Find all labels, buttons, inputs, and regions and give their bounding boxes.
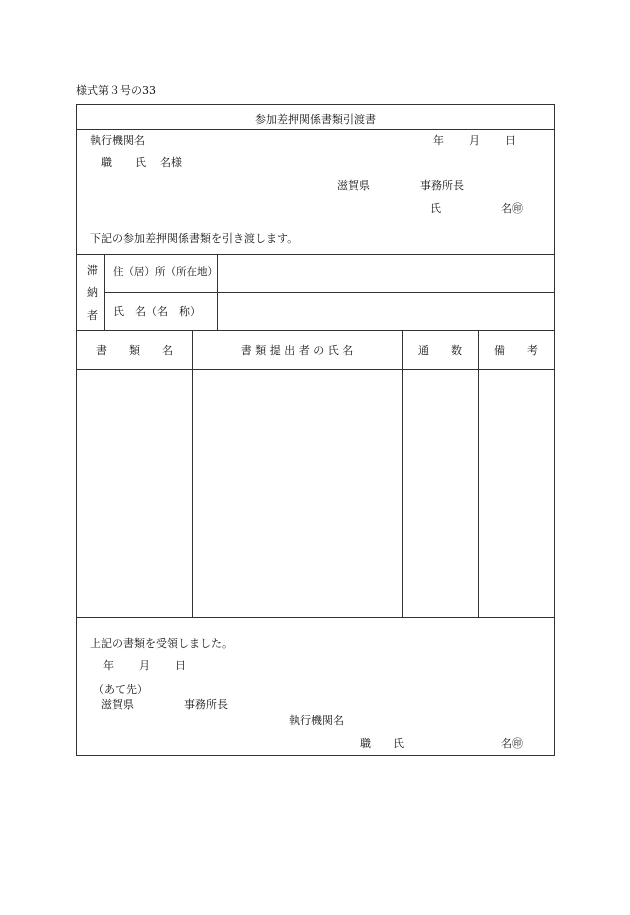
delinquent-bottom-divider — [77, 330, 554, 331]
form-frame — [76, 104, 555, 756]
form-title: 参加差押関係書類引渡書 — [255, 113, 376, 126]
date-year: 年 — [433, 134, 444, 147]
form-number: 様式第３号の33 — [76, 84, 156, 97]
receipt-prefecture: 滋賀県 — [101, 698, 134, 711]
handover-statement: 下記の参加差押関係書類を引き渡します。 — [90, 232, 299, 245]
agency-label: 執行機関名 — [90, 134, 145, 147]
date-month: 月 — [469, 134, 480, 147]
receipt-year: 年 — [103, 659, 114, 672]
delinquent-label-2: 納 — [87, 286, 98, 299]
receipt-month: 月 — [139, 659, 150, 672]
col-header-copies: 通 数 — [418, 344, 462, 357]
sender-prefecture: 滋賀県 — [337, 179, 370, 192]
receipt-statement: 上記の書類を受領しました。 — [90, 637, 233, 650]
receipt-addressee-note: （あて先） — [93, 683, 148, 696]
address-label: 住（居）所（所在地） — [113, 266, 218, 278]
receipt-day: 日 — [175, 659, 186, 672]
receipt-position: 職 氏 — [360, 737, 404, 750]
col-header-remarks: 備 考 — [494, 344, 538, 357]
name-value[interactable] — [227, 305, 547, 323]
delinquent-row-divider — [104, 292, 554, 293]
table-bottom-divider — [77, 617, 554, 618]
address-value[interactable] — [227, 267, 547, 285]
receipt-name-seal: 名㊞ — [501, 737, 523, 750]
addressee-position: 職 氏 — [101, 156, 152, 169]
col-header-document-name: 書 類 名 — [96, 344, 173, 357]
title-divider — [77, 129, 554, 130]
receipt-office: 事務所長 — [184, 698, 228, 711]
sender-shi: 氏 — [430, 202, 441, 215]
col-header-submitter-name: 書 類 提 出 者 の 氏 名 — [240, 344, 354, 357]
sender-office: 事務所長 — [420, 179, 464, 192]
sender-mei-seal: 名㊞ — [501, 202, 523, 215]
name-label: 氏 名（名 称） — [113, 305, 201, 318]
header-divider — [77, 254, 554, 255]
receipt-agency-label: 執行機関名 — [289, 714, 344, 727]
delinquent-label-3: 者 — [87, 309, 98, 322]
addressee-name-sama: 名様 — [160, 156, 182, 169]
date-day: 日 — [505, 134, 516, 147]
delinquent-label-1: 滞 — [87, 264, 98, 277]
table-body[interactable] — [77, 370, 554, 616]
